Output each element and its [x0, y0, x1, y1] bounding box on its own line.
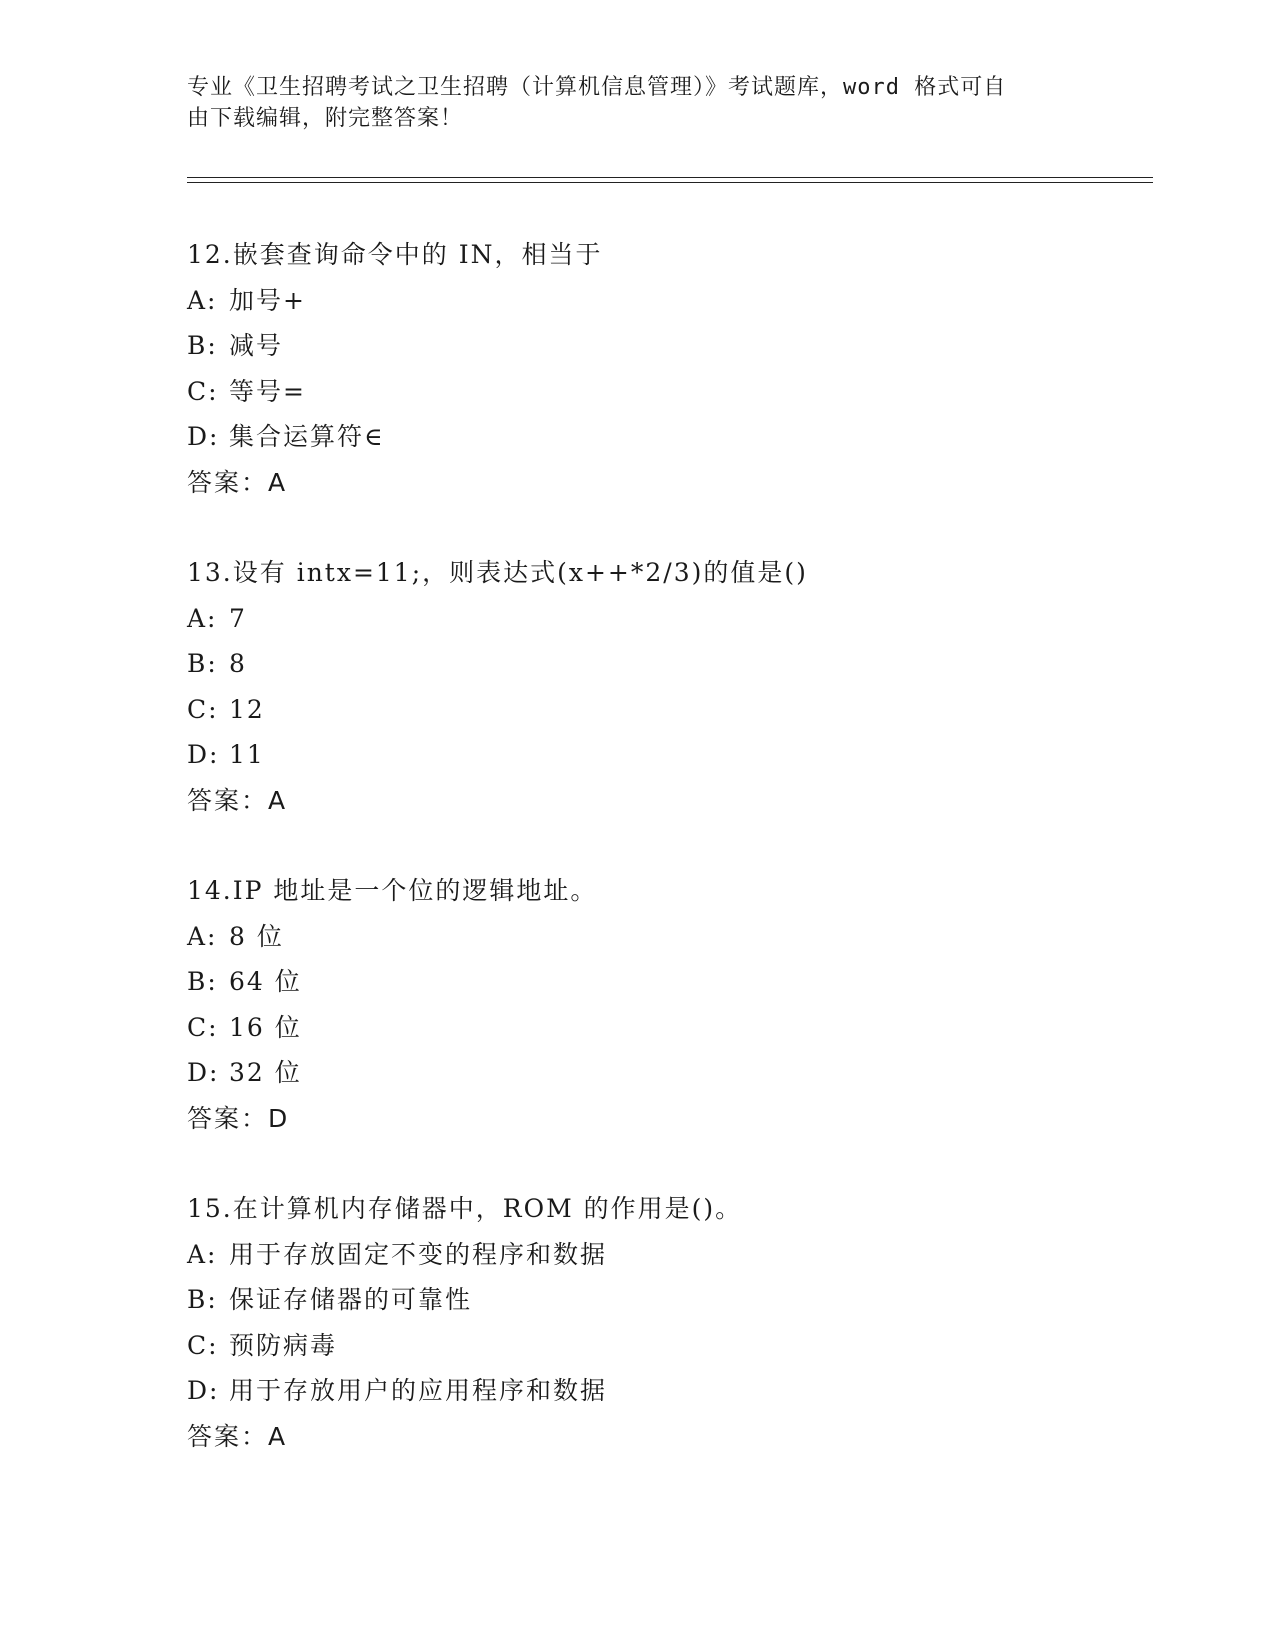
option-d [187, 1050, 1147, 1096]
question-item [187, 868, 1147, 1141]
question-stem: 13.设有 intx=11;，则表达式(x++*2/3)的值是() [187, 558, 808, 587]
option-a [187, 1232, 1147, 1278]
option-b [187, 323, 1147, 369]
option-key: C: [187, 1012, 219, 1042]
option-text: 7 [229, 603, 247, 633]
option-c [187, 687, 1147, 733]
option-c [187, 1005, 1147, 1051]
option-text: 等号= [229, 376, 306, 406]
option-key: A: [187, 1239, 218, 1269]
option-key: A: [187, 921, 218, 951]
question-stem: 14.IP 地址是一个位的逻辑地址。 [187, 876, 598, 905]
document-header [187, 72, 1077, 134]
option-key: D: [187, 1058, 220, 1087]
option-text: 用于存放用户的应用程序和数据 [229, 1376, 608, 1405]
option-key: D: [187, 1376, 220, 1405]
header-divider-top [187, 177, 1153, 178]
option-text: 11 [229, 740, 265, 769]
answer-line: 答案：A [187, 467, 288, 497]
option-key: C: [187, 1330, 219, 1360]
question-item [187, 1186, 1147, 1459]
question-stem: 12.嵌套查询命令中的 IN，相当于 [187, 240, 603, 269]
option-a [187, 278, 1147, 324]
option-text: 8 [229, 649, 247, 678]
option-c [187, 369, 1147, 415]
option-key: D: [187, 740, 220, 769]
question-list [187, 232, 1147, 1504]
question-item [187, 550, 1147, 823]
option-b [187, 641, 1147, 687]
option-key: C: [187, 376, 219, 406]
option-text: 集合运算符∈ [229, 422, 385, 451]
option-key: A: [187, 603, 218, 633]
answer-line: 答案：A [187, 1421, 288, 1451]
header-line-2: 由下载编辑，附完整答案！ [187, 106, 464, 131]
answer-line: 答案：A [187, 785, 288, 815]
option-text: 16 位 [229, 1012, 302, 1042]
option-text: 用于存放固定不变的程序和数据 [229, 1239, 608, 1269]
option-d [187, 414, 1147, 460]
option-b [187, 1277, 1147, 1323]
option-key: C: [187, 694, 219, 724]
option-key: B: [187, 967, 218, 996]
option-key: B: [187, 649, 218, 678]
option-d [187, 732, 1147, 778]
option-key: B: [187, 331, 218, 360]
option-a [187, 596, 1147, 642]
option-b [187, 959, 1147, 1005]
option-key: D: [187, 422, 220, 451]
option-c [187, 1323, 1147, 1369]
option-key: A: [187, 285, 218, 315]
question-item [187, 232, 1147, 505]
option-key: B: [187, 1285, 218, 1314]
header-line-1: 专业《卫生招聘考试之卫生招聘（计算机信息管理）》考试题库，word 格式可自 [187, 75, 1007, 100]
header-divider-bottom [187, 182, 1153, 183]
option-text: 预防病毒 [229, 1330, 338, 1360]
option-text: 加号+ [229, 285, 306, 315]
option-text: 64 位 [229, 967, 302, 996]
question-stem: 15.在计算机内存储器中，ROM 的作用是()。 [187, 1194, 743, 1223]
option-text: 12 [229, 694, 265, 724]
option-text: 减号 [229, 331, 284, 360]
option-text: 保证存储器的可靠性 [229, 1285, 473, 1314]
option-d [187, 1368, 1147, 1414]
option-text: 32 位 [229, 1058, 302, 1087]
option-a [187, 914, 1147, 960]
answer-line: 答案：D [187, 1103, 290, 1133]
option-text: 8 位 [229, 921, 284, 951]
